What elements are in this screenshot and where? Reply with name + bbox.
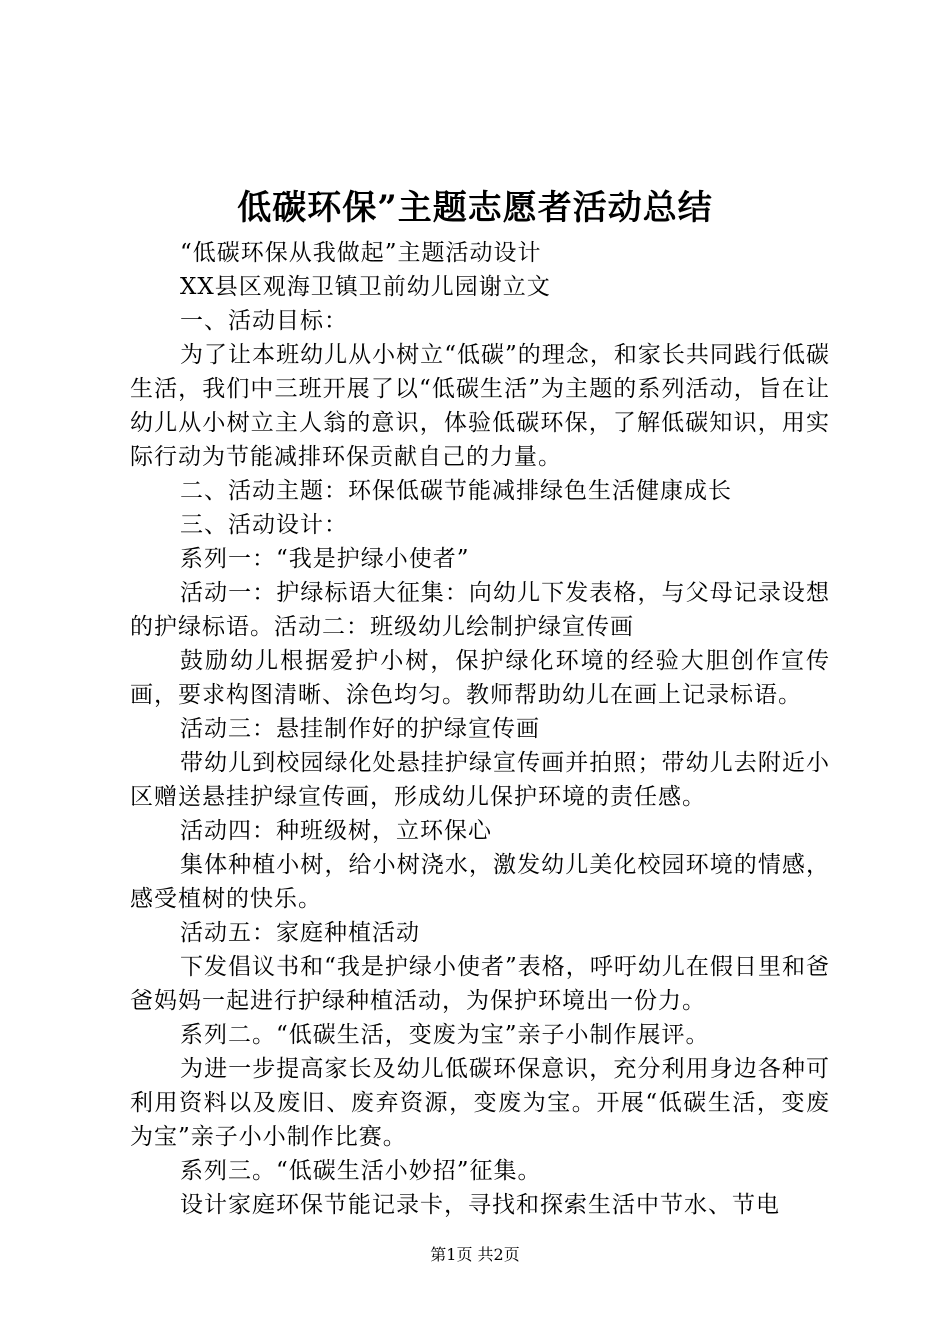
paragraph: 集体种植小树，给小树浇水，激发幼儿美化校园环境的情感，感受植树的快乐。 (130, 852, 830, 912)
paragraph: 系列三。“低碳生活小妙招”征集。 (180, 1158, 542, 1184)
paragraph: 系列一：“我是护绿小使者” (180, 546, 470, 572)
paragraph: 设计家庭环保节能记录卡，寻找和探索生活中节水、节电 (180, 1192, 780, 1218)
paragraph: 系列二。“低碳生活，变废为宝”亲子小制作展评。 (180, 1022, 710, 1048)
paragraph: 活动三：悬挂制作好的护绿宣传画 (180, 716, 540, 742)
paragraph: 为进一步提高家长及幼儿低碳环保意识，充分利用身边各种可利用资料以及废旧、废弃资源，变废为宝。开展“低碳生活，变废为宝”亲子小小制作比赛。 (130, 1056, 830, 1150)
paragraph: XX县区观海卫镇卫前幼儿园谢立文 (180, 274, 551, 300)
paragraph: 下发倡议书和“我是护绿小使者”表格，呼吁幼儿在假日里和爸爸妈妈一起进行护绿种植活动，为保护环境出一份力。 (130, 954, 830, 1014)
paragraph: 一、活动目标： (180, 308, 348, 334)
paragraph: “低碳环保从我做起”主题活动设计 (180, 240, 542, 266)
document-title: 低碳环保”主题志愿者活动总结 (237, 188, 713, 228)
paragraph: 三、活动设计： (180, 512, 348, 538)
page-footer: 第1页 共2页 (430, 1245, 520, 1264)
paragraph: 为了让本班幼儿从小树立“低碳”的理念，和家长共同践行低碳生活，我们中三班开展了以“低碳生活”为主题的系列活动，旨在让幼儿从小树立主人翁的意识，体验低碳环保，了解低碳知识，用实际行动为节能减排环保贡献自己的力量。 (130, 342, 830, 470)
paragraph: 活动五：家庭种植活动 (180, 920, 420, 946)
paragraph: 带幼儿到校园绿化处悬挂护绿宣传画并拍照；带幼儿去附近小区赠送悬挂护绿宣传画，形成幼儿保护环境的责任感。 (130, 750, 830, 810)
paragraph: 二、活动主题：环保低碳节能减排绿色生活健康成长 (180, 478, 732, 504)
paragraph: 活动四：种班级树，立环保心 (180, 818, 492, 844)
document-body (130, 236, 830, 1222)
paragraph: 鼓励幼儿根据爱护小树，保护绿化环境的经验大胆创作宣传画，要求构图清晰、涂色均匀。教师帮助幼儿在画上记录标语。 (130, 648, 830, 708)
paragraph: 活动一：护绿标语大征集：向幼儿下发表格，与父母记录设想的护绿标语。活动二：班级幼儿绘制护绿宣传画 (130, 580, 830, 640)
